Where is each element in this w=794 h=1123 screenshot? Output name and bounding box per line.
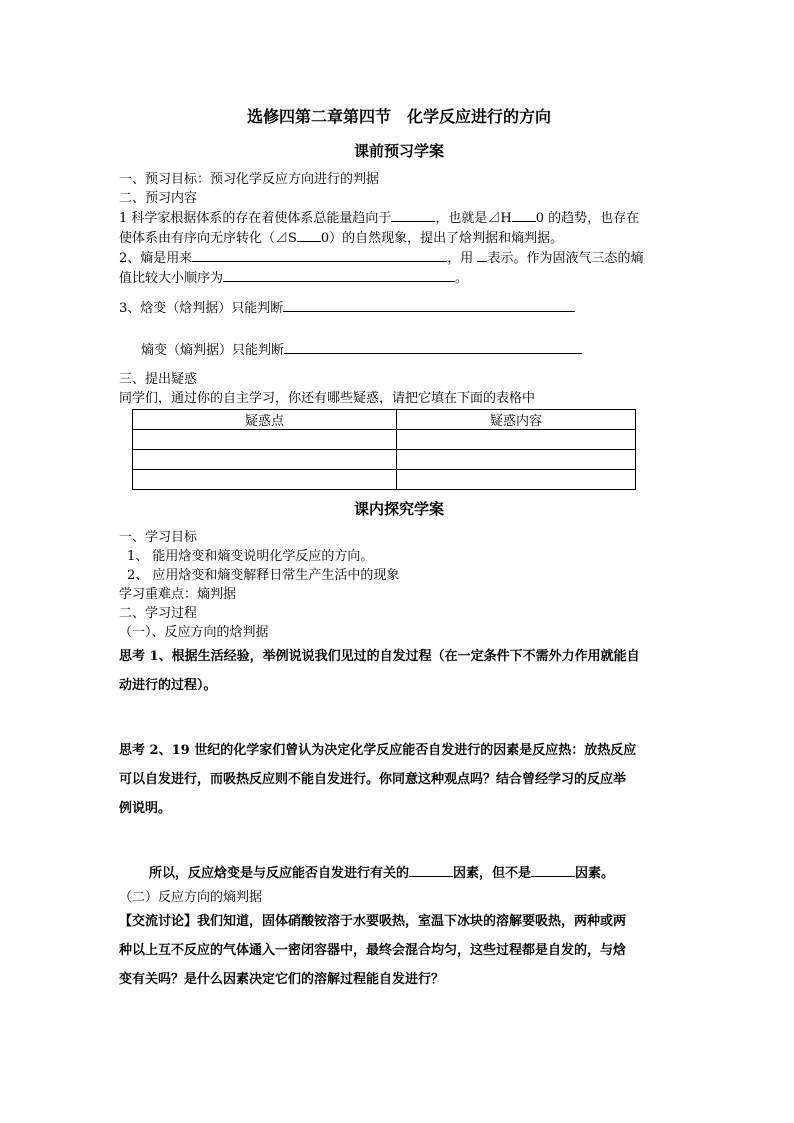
think-1-line-2: 动进行的过程）。 xyxy=(119,678,217,693)
table-cell[interactable] xyxy=(397,470,636,490)
table-cell[interactable] xyxy=(133,450,397,470)
page-title: 选修四第二章第四节 化学反应进行的方向 xyxy=(246,107,551,126)
sub-heading-enthalpy: （一）、反应方向的焓判据 xyxy=(119,625,269,640)
key-point: 学习重难点：熵判据 xyxy=(119,587,237,602)
section-title-preview: 课前预习学案 xyxy=(353,142,444,160)
inclass-goal-heading: 一、学习目标 xyxy=(119,530,198,545)
discussion-line-2: 种以上互不反应的气体通入一密闭容器中，最终会混合均匀，这些过程都是自发的，与焓 xyxy=(119,943,627,958)
inclass-goal-2: 2、 应用焓变和熵变解释日常生产生活中的现象 xyxy=(127,568,400,583)
fill-blank[interactable] xyxy=(223,268,455,282)
process-heading: 二、学习过程 xyxy=(119,606,198,621)
preview-content-heading: 二、预习内容 xyxy=(119,191,198,206)
preview-item-2-line-1: 2、熵是用来 ，用 表示。作为固液气三态的熵 xyxy=(119,248,679,268)
fill-blank[interactable] xyxy=(409,863,453,877)
table-cell[interactable] xyxy=(133,430,397,450)
fill-blank[interactable] xyxy=(284,340,582,354)
table-cell[interactable] xyxy=(397,450,636,470)
preview-item-1-line-1: 1 科学家根据体系的存在着使体系总能量趋向于 ，也就是⊿H 0 的趋势，也存在 xyxy=(119,208,679,228)
doubt-table xyxy=(132,409,636,490)
preview-goal: 一、预习目标：预习化学反应方向进行的判据 xyxy=(119,172,380,187)
table-header-cell: 疑惑内容 xyxy=(397,410,636,430)
fill-blank[interactable] xyxy=(477,248,487,262)
fill-blank[interactable] xyxy=(283,298,575,312)
conclusion-line: 所以，反应焓变是与反应能否自发进行有关的 因素，但不是 因素。 xyxy=(119,859,679,888)
doubt-heading: 三、提出疑惑 xyxy=(119,372,198,387)
table-row xyxy=(133,450,636,470)
think-1-line-1: 思考 1、根据生活经验，举例说说我们见过的自发过程（在一定条件下不需外力作用就能自 xyxy=(119,649,640,664)
inclass-goal-1: 1、 能用焓变和熵变说明化学反应的方向。 xyxy=(127,549,374,564)
fill-blank[interactable] xyxy=(297,228,321,242)
preview-item-1-line-2: 使体系由有序向无序转化（⊿S 0）的自然现象，提出了焓判据和熵判据。 xyxy=(119,228,679,248)
table-row xyxy=(133,470,636,490)
think-2-line-3: 例说明。 xyxy=(119,801,172,816)
preview-item-3a: 3、焓变（焓判据）只能判断 xyxy=(119,298,679,318)
think-2-line-2: 可以自发进行，而吸热反应则不能自发进行。你同意这种观点吗？结合曾经学习的反应举 xyxy=(119,772,627,787)
table-row xyxy=(133,430,636,450)
preview-item-3b: 熵变（熵判据）只能判断 xyxy=(119,340,679,360)
sub-heading-entropy: （二）反应方向的熵判据 xyxy=(119,890,263,905)
preview-item-2-line-2: 值比较大小顺序为 。 xyxy=(119,268,679,288)
table-header-row xyxy=(133,410,636,430)
fill-blank[interactable] xyxy=(192,248,447,262)
fill-blank[interactable] xyxy=(391,208,435,222)
fill-blank[interactable] xyxy=(531,863,575,877)
table-cell[interactable] xyxy=(133,470,397,490)
fill-blank[interactable] xyxy=(512,208,536,222)
doubt-intro: 同学们，通过你的自主学习，你还有哪些疑惑，请把它填在下面的表格中 xyxy=(119,391,536,406)
table-cell[interactable] xyxy=(397,430,636,450)
discussion-line-3: 变有关吗？是什么因素决定它们的溶解过程能自发进行？ xyxy=(119,972,445,987)
section-title-inclass: 课内探究学案 xyxy=(353,500,444,518)
document-body xyxy=(119,102,679,994)
think-2-line-1: 思考 2、19 世纪的化学家们曾认为决定化学反应能否自发进行的因素是反应热：放热反应 xyxy=(119,743,637,758)
table-header-cell: 疑惑点 xyxy=(133,410,397,430)
discussion-line-1: 【交流讨论】我们知道，固体硝酸铵溶于水要吸热，室温下冰块的溶解要吸热，两种或两 xyxy=(119,914,627,929)
